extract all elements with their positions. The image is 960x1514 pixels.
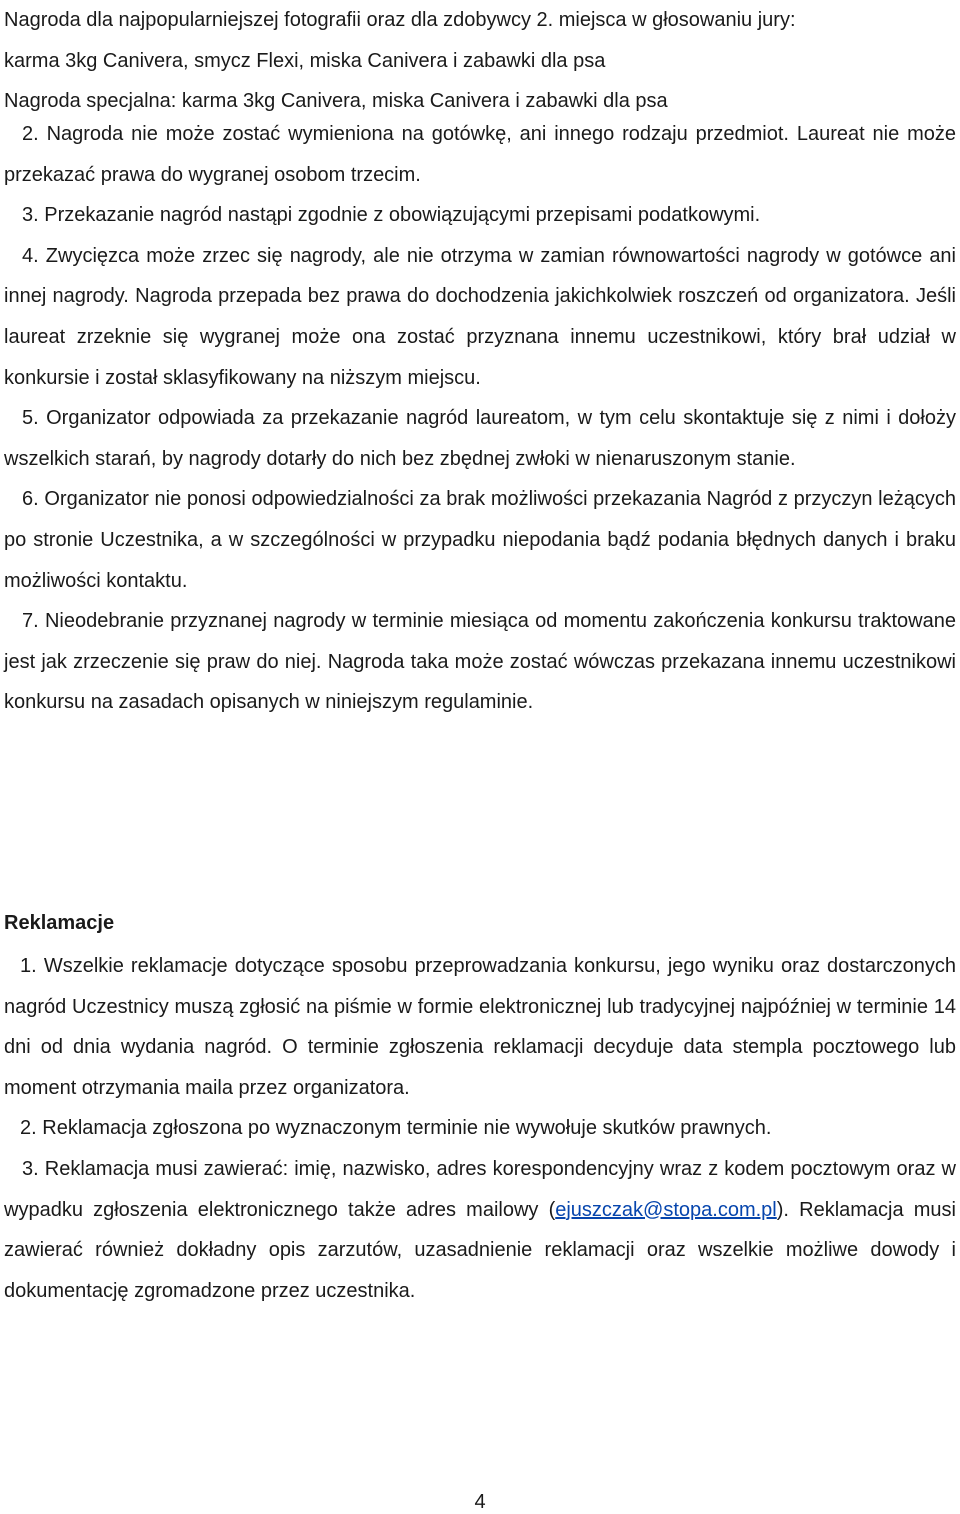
item-number: 4.: [22, 244, 39, 267]
list-item: [4, 946, 956, 1108]
page-number: 4: [474, 1491, 486, 1513]
item-text: Zwycięzca może zrzec się nagrody, ale nie otrzyma w zamian równowartości nagrody w gotówce ani innej nagrody. Nagroda przepada bez prawa do dochodzenia jakichkolwiek roszczeń od organizatora. Jeśli laureat zrzeknie się wygranej może ona zostać przyznana innemu uczestnikowi, który brał udział w konkursie i został sklasyfikowany na niższym miejscu.: [4, 244, 957, 389]
email-link[interactable]: ejuszczak@stopa.com.pl: [555, 1198, 777, 1221]
item-number: 1.: [20, 955, 37, 977]
prize-line-items: karma 3kg Canivera, smycz Flexi, miska Canivera i zabawki dla psa: [4, 49, 606, 72]
list-item: [4, 236, 956, 398]
item-text: Przekazanie nagród nastąpi zgodnie z obowiązującymi przepisami podatkowymi.: [44, 204, 761, 227]
item-text: Nagroda nie może zostać wymieniona na gotówkę, ani innego rodzaju przedmiot. Laureat nie może przekazać prawa do wygranej osobom trzecim.: [4, 123, 956, 186]
list-item: [4, 479, 956, 601]
item-number: 2.: [20, 1117, 37, 1140]
item-text-before: Reklamacja musi zawierać: imię, nazwisko, adres korespondencyjny wraz z kodem pocztowym oraz w wypadku zgłoszenia elektronicznego także adres mailowy (: [4, 1157, 956, 1221]
item-number: 3.: [22, 1157, 39, 1180]
prize-line-popular: Nagroda dla najpopularniejszej fotografii oraz dla zdobywcy 2. miejsca w głosowaniu jury:: [4, 9, 796, 31]
item-text: Reklamacja zgłoszona po wyznaczonym terminie nie wywołuje skutków prawnych.: [42, 1117, 772, 1140]
document-page: [4, 0, 956, 1513]
item-text-after: ). Reklamacja musi zawierać również dokładny opis zarzutów, uzasadnienie reklamacji oraz wszelkie możliwe dowody i dokumentację zgromadzone przez uczestnika.: [4, 1198, 956, 1302]
prize-line-special: Nagroda specjalna: karma 3kg Canivera, miska Canivera i zabawki dla psa: [4, 90, 668, 113]
prize-rules-list: [4, 114, 956, 723]
list-item: [4, 398, 956, 479]
item-text: Nieodebranie przyznanej nagrody w terminie miesiąca od momentu zakończenia konkursu traktowane jest jak zrzeczenie się praw do niej. Nagroda taka może zostać wówczas przekazana innemu uczestnikowi konkursu na zasadach opisanych w niniejszym regulaminie.: [4, 610, 956, 714]
list-item: [4, 114, 956, 195]
list-item: [4, 1108, 956, 1149]
item-text: Organizator odpowiada za przekazanie nagród laureatom, w tym celu skontaktuje się z nimi i dołoży wszelkich starań, by nagrody dotarły do nich bez zbędnej zwłoki w nienaruszonym stanie.: [4, 407, 956, 470]
item-text: Organizator nie ponosi odpowiedzialności za brak możliwości przekazania Nagród z przyczyn leżących po stronie Uczestnika, a w szczególności w przypadku niepodania bądź podania błędnych danych i braku możliwości kontaktu.: [4, 488, 956, 592]
item-number: 3.: [22, 204, 39, 227]
item-number: 5.: [22, 407, 39, 430]
item-number: 2.: [22, 123, 39, 145]
list-item: [4, 601, 956, 723]
list-item: [4, 195, 956, 236]
complaints-section: [4, 903, 956, 1311]
item-number: 6.: [22, 488, 39, 511]
section-heading: Reklamacje: [4, 912, 115, 934]
item-number: 7.: [22, 610, 39, 633]
prize-description: [4, 0, 956, 122]
list-item: [4, 1149, 956, 1311]
item-text: Wszelkie reklamacje dotyczące sposobu przeprowadzania konkursu, jego wyniku oraz dostarczonych nagród Uczestnicy muszą zgłosić na piśmie w formie elektronicznej lub tradycyjnej najpóźniej w terminie 14 dni od dnia wydania nagród. O terminie zgłoszenia reklamacji decyduje data stempla pocztowego lub moment otrzymania maila przez organizatora.: [4, 955, 957, 1099]
